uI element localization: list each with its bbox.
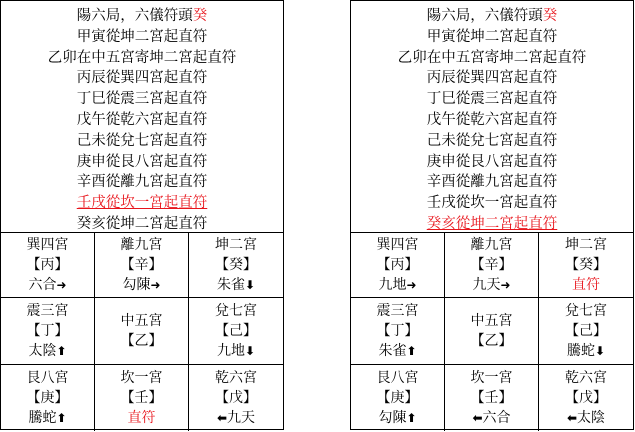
palace-cell <box>189 232 283 298</box>
palace-name: 巽四宮 <box>376 236 419 253</box>
nine-palace-grid <box>1 232 283 431</box>
palace-name: 巽四宮 <box>26 236 69 253</box>
header-line: 己未從兌七宮起直符 <box>426 132 558 149</box>
palace-name: 坤二宮 <box>565 236 607 253</box>
star-name: 勾陳 <box>122 276 151 293</box>
header-line: 庚申從艮八宮起直符 <box>426 153 558 170</box>
star-name: 六合 <box>482 409 511 426</box>
palace-stem: 【乙】 <box>470 332 513 349</box>
palace-star <box>567 408 605 428</box>
title-highlight: 癸 <box>192 8 208 24</box>
right-arrow-icon: ➜ <box>406 277 417 292</box>
palace-star <box>472 275 510 295</box>
star-name: 直符 <box>572 276 600 293</box>
header-line: 癸亥從坤二宮起直符 <box>76 215 208 232</box>
palace-star <box>217 408 255 428</box>
palace-name: 震三宮 <box>376 302 419 319</box>
title-highlight: 癸 <box>542 8 558 24</box>
header-line: 庚申從艮八宮起直符 <box>76 153 208 170</box>
palace-cell <box>351 365 445 431</box>
palace-stem: 【丙】 <box>26 256 69 273</box>
up-arrow-icon: ⬆ <box>56 410 67 425</box>
panel-header <box>1 1 283 233</box>
palace-name: 兌七宮 <box>565 302 607 319</box>
palace-name: 離九宮 <box>120 236 163 253</box>
palace-cell <box>539 298 633 364</box>
palace-star <box>217 275 255 295</box>
header-line-highlighted: 壬戌從坎一宮起直符 <box>76 195 208 212</box>
up-arrow-icon: ⬆ <box>406 410 417 425</box>
header-title <box>351 6 633 27</box>
palace-name: 坤二宮 <box>215 236 257 253</box>
header-line: 丁巳從震三宮起直符 <box>76 91 208 108</box>
palace-name: 乾六宮 <box>565 369 607 386</box>
header-line: 乙卯在中五宮寄坤二宮起直符 <box>397 49 587 66</box>
palace-star <box>128 408 156 428</box>
down-arrow-icon: ⬇ <box>594 343 606 358</box>
right-arrow-icon: ➜ <box>150 277 161 292</box>
left-arrow-icon: ⬅ <box>566 410 578 425</box>
palace-name: 中五宮 <box>120 312 163 329</box>
palace-cell <box>95 232 189 298</box>
header-line: 戊午從乾六宮起直符 <box>76 111 208 128</box>
header-line: 丙辰從巽四宮起直符 <box>426 70 558 87</box>
palace-cell <box>1 365 95 431</box>
star-name: 六合 <box>28 276 57 293</box>
palace-star <box>28 408 66 428</box>
palace-name: 震三宮 <box>26 302 69 319</box>
header-line: 乙卯在中五宮寄坤二宮起直符 <box>47 49 237 66</box>
header-line: 丙辰從巽四宮起直符 <box>76 70 208 87</box>
star-name: 九天 <box>227 409 256 426</box>
up-arrow-icon: ⬆ <box>406 343 417 358</box>
star-name: 朱雀 <box>378 342 407 359</box>
star-name: 朱雀 <box>216 276 245 293</box>
palace-star <box>122 275 160 295</box>
star-name: 直符 <box>127 409 156 426</box>
palace-name: 艮八宮 <box>26 369 69 386</box>
palace-cell <box>351 232 445 298</box>
palace-cell <box>351 298 445 364</box>
header-line: 己未從兌七宮起直符 <box>76 132 208 149</box>
header-line: 壬戌從坎一宮起直符 <box>426 195 558 212</box>
palace-cell <box>1 298 95 364</box>
right-arrow-icon: ➜ <box>56 277 67 292</box>
palace-star <box>28 341 66 361</box>
header-line: 辛酉從離九宮起直符 <box>426 174 558 191</box>
header-line: 甲寅從坤二宮起直符 <box>76 28 208 45</box>
palace-star <box>378 408 416 428</box>
palace-cell <box>95 365 189 431</box>
palace-name: 坎一宮 <box>470 369 513 386</box>
star-name: 九地 <box>378 276 407 293</box>
palace-name: 坎一宮 <box>120 369 163 386</box>
palace-star <box>378 341 416 361</box>
right-arrow-icon: ➜ <box>500 277 511 292</box>
palace-cell <box>189 365 283 431</box>
star-name: 九天 <box>472 276 501 293</box>
palace-stem: 【癸】 <box>565 256 607 273</box>
down-arrow-icon: ⬇ <box>244 277 256 292</box>
palace-star <box>217 341 255 361</box>
palace-cell <box>445 365 539 431</box>
star-name: 勾陳 <box>378 409 407 426</box>
palace-stem: 【庚】 <box>376 389 419 406</box>
palace-stem: 【壬】 <box>120 389 163 406</box>
palace-cell <box>1 232 95 298</box>
star-name: 騰蛇 <box>566 342 595 359</box>
palace-name: 乾六宮 <box>215 369 257 386</box>
palace-stem: 【戊】 <box>215 389 257 406</box>
palace-stem: 【戊】 <box>565 389 607 406</box>
left-arrow-icon: ⬅ <box>472 410 483 425</box>
header-line-highlighted: 癸亥從坤二宮起直符 <box>426 215 558 232</box>
palace-cell <box>189 298 283 364</box>
star-name: 九地 <box>216 342 245 359</box>
up-arrow-icon: ⬆ <box>56 343 67 358</box>
palace-stem: 【癸】 <box>215 256 257 273</box>
palace-stem: 【丙】 <box>376 256 419 273</box>
header-title <box>1 6 283 27</box>
palace-stem: 【乙】 <box>120 332 163 349</box>
panel-header <box>351 1 633 233</box>
palace-stem: 【辛】 <box>470 256 513 273</box>
palace-cell <box>539 232 633 298</box>
palace-star <box>378 275 416 295</box>
palace-stem: 【己】 <box>565 322 607 339</box>
qimen-panel-left <box>0 0 284 430</box>
palace-name: 艮八宮 <box>376 369 419 386</box>
palace-star <box>28 275 66 295</box>
star-name: 騰蛇 <box>28 409 57 426</box>
header-line: 辛酉從離九宮起直符 <box>76 174 208 191</box>
palace-cell <box>95 298 189 364</box>
palace-star <box>472 408 510 428</box>
palace-name: 離九宮 <box>470 236 513 253</box>
palace-cell <box>539 365 633 431</box>
header-line: 丁巳從震三宮起直符 <box>426 91 558 108</box>
header-line: 戊午從乾六宮起直符 <box>426 111 558 128</box>
left-arrow-icon: ⬅ <box>216 410 228 425</box>
palace-stem: 【丁】 <box>26 322 69 339</box>
qimen-panel-right <box>350 0 634 430</box>
palace-cell <box>445 232 539 298</box>
palace-stem: 【壬】 <box>470 389 513 406</box>
title-text: 陽六局，六儀符頭 <box>76 8 193 24</box>
nine-palace-grid <box>351 232 633 431</box>
palace-stem: 【庚】 <box>26 389 69 406</box>
star-name: 太陰 <box>577 409 606 426</box>
palace-name: 中五宮 <box>470 312 513 329</box>
title-text: 陽六局，六儀符頭 <box>426 8 543 24</box>
down-arrow-icon: ⬇ <box>244 343 256 358</box>
palace-stem: 【辛】 <box>120 256 163 273</box>
palace-stem: 【己】 <box>215 322 257 339</box>
star-name: 太陰 <box>28 342 57 359</box>
header-line: 甲寅從坤二宮起直符 <box>426 28 558 45</box>
palace-name: 兌七宮 <box>215 302 257 319</box>
palace-star <box>572 275 600 295</box>
palace-star <box>567 341 605 361</box>
palace-cell <box>445 298 539 364</box>
palace-stem: 【丁】 <box>376 322 419 339</box>
